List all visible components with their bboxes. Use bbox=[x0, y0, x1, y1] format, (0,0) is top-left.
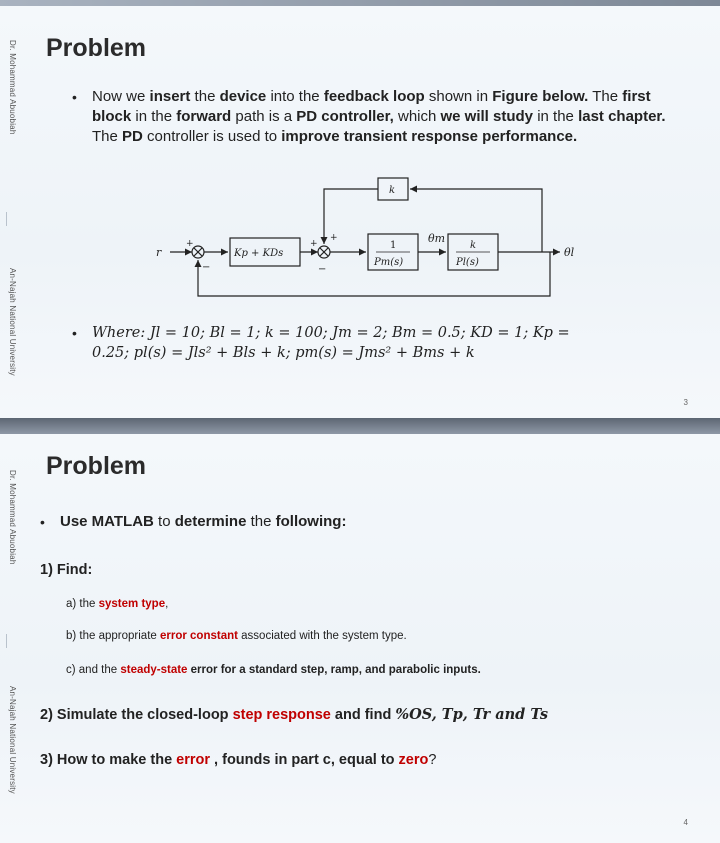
slide-title: Problem bbox=[46, 452, 147, 480]
bullet-dot: • bbox=[72, 89, 77, 105]
slide-title: Problem bbox=[46, 34, 147, 62]
item-3: 3) How to make the error , founds in part c, equal to zero? bbox=[40, 752, 437, 768]
slide-2 bbox=[0, 434, 720, 843]
slide-top-bar bbox=[0, 0, 720, 6]
load-block-numerator: k bbox=[470, 240, 477, 251]
sign-label: − bbox=[202, 262, 211, 273]
item-2: 2) Simulate the closed-loop step response and find %OS, Tp, Tr and Ts bbox=[40, 706, 548, 723]
sub-item-b: b) the appropriate error constant associated with the system type. bbox=[66, 630, 407, 642]
bullet-text: Now we insert the device into the feedback loop shown in Figure below. The first block in the forward path is a PD controller, which we will study in the last chapter. The PD controller is used to improve transient response performance. bbox=[92, 88, 666, 145]
block-diagram bbox=[150, 176, 590, 300]
motor-block-numerator: 1 bbox=[390, 240, 397, 251]
slide-separator bbox=[0, 418, 720, 434]
theta-m-label: θm bbox=[428, 232, 446, 245]
item-1: 1) Find: bbox=[40, 562, 93, 578]
side-divider bbox=[6, 212, 7, 226]
sign-label: − bbox=[318, 264, 327, 275]
page-number: 3 bbox=[683, 398, 688, 407]
sub-item-a: a) the system type, bbox=[66, 598, 169, 610]
bullet-dot: • bbox=[72, 325, 77, 341]
motor-block-denominator: Pm(s) bbox=[374, 257, 404, 268]
side-divider bbox=[6, 634, 7, 648]
sub-item-c: c) and the steady-state error for a standard step, ramp, and parabolic inputs. bbox=[66, 664, 481, 676]
sign-label: + bbox=[186, 239, 194, 249]
parameters-paragraph bbox=[72, 323, 668, 363]
bullet-dot: • bbox=[40, 514, 45, 530]
input-label: r bbox=[156, 246, 162, 259]
feedback-gain-label: k bbox=[389, 185, 396, 196]
author-label: Dr. Mohammad Abuobiah bbox=[8, 40, 17, 135]
side-label bbox=[0, 0, 16, 418]
side-label bbox=[0, 434, 16, 843]
output-label: θl bbox=[564, 246, 575, 259]
load-block-denominator: Pl(s) bbox=[456, 257, 479, 268]
instruction-bullet: • Use MATLAB to determine the following: bbox=[40, 513, 347, 530]
bullet-paragraph bbox=[72, 87, 668, 147]
university-label: An-Najah National University bbox=[8, 268, 17, 376]
pd-controller-label: Kp + KDs bbox=[234, 248, 284, 259]
sign-label: + bbox=[310, 239, 318, 249]
author-label: Dr. Mohammad Abuobiah bbox=[8, 470, 17, 565]
parameters-line-1: Where: Jl = 10; Bl = 1; k = 100; Jm = 2; Bm = 0.5; KD = 1; Kp = bbox=[92, 325, 570, 341]
parameters-line-2: 0.25; pl(s) = Jls² + Bls + k; pm(s) = Jms² + Bms + k bbox=[92, 345, 475, 361]
sign-label: + bbox=[330, 233, 338, 243]
slide-1 bbox=[0, 0, 720, 418]
page-number: 4 bbox=[683, 818, 688, 827]
university-label: An-Najah National University bbox=[8, 686, 17, 794]
